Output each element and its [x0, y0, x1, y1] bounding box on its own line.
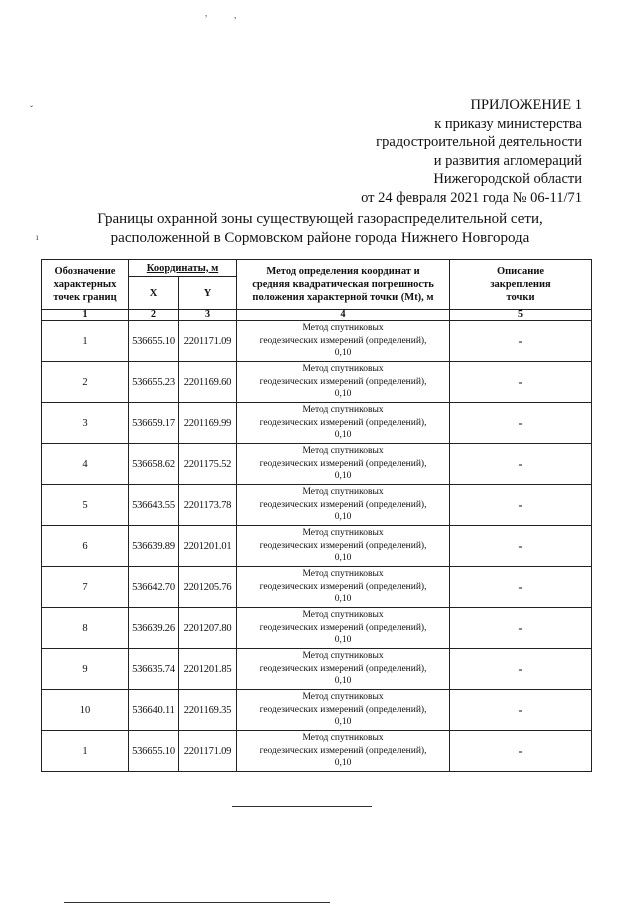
- coordinate-y: 2201175.52: [179, 444, 237, 485]
- method-line: 0,10: [334, 676, 352, 687]
- appendix-line: к приказу министерства: [434, 115, 582, 132]
- header-text: Обозначение: [54, 266, 116, 277]
- point-number: 5: [42, 485, 129, 526]
- method-line: геодезических измерений (определений),: [259, 581, 427, 592]
- coordinate-y: 2201173.78: [179, 485, 237, 526]
- point-number: 9: [42, 649, 129, 690]
- column-number: 1: [42, 310, 129, 321]
- coordinate-y: 2201169.60: [179, 362, 237, 403]
- point-number: 8: [42, 608, 129, 649]
- method-description: [237, 526, 450, 567]
- header-text: закрепления: [490, 279, 551, 290]
- point-number: 7: [42, 567, 129, 608]
- method-line: Метод спутниковых: [302, 733, 384, 744]
- document-title: [40, 210, 600, 248]
- method-line: Метод спутниковых: [302, 364, 384, 375]
- appendix-line: градостроительной деятельности: [376, 134, 582, 150]
- table-row: [42, 608, 592, 649]
- method-line: 0,10: [334, 348, 352, 359]
- method-line: Метод спутниковых: [302, 610, 384, 621]
- method-line: геодезических измерений (определений),: [259, 417, 427, 428]
- coordinate-y: 2201169.99: [179, 403, 237, 444]
- point-number: 6: [42, 526, 129, 567]
- fixing-description: -: [450, 526, 592, 567]
- method-description: [237, 321, 450, 362]
- fixing-description: -: [450, 649, 592, 690]
- header-text: точек границ: [53, 292, 117, 303]
- method-line: Метод спутниковых: [302, 405, 384, 416]
- fixing-description: -: [450, 731, 592, 772]
- coordinate-x: 536639.89: [129, 526, 179, 567]
- coordinate-y: 2201169.35: [179, 690, 237, 731]
- method-line: 0,10: [334, 471, 352, 482]
- table-row: [42, 444, 592, 485]
- separator-line: [232, 806, 372, 807]
- method-line: 0,10: [334, 430, 352, 441]
- point-number: 1: [42, 321, 129, 362]
- method-line: геодезических измерений (определений),: [259, 335, 427, 346]
- fixing-description: -: [450, 321, 592, 362]
- fixing-description: -: [450, 690, 592, 731]
- table-row: [42, 526, 592, 567]
- scan-speck: ˇ: [30, 104, 33, 114]
- scan-speck: ,: [205, 8, 208, 18]
- method-description: [237, 485, 450, 526]
- column-number: 4: [237, 310, 450, 321]
- method-line: Метод спутниковых: [302, 569, 384, 580]
- table-row: [42, 362, 592, 403]
- table-row: [42, 567, 592, 608]
- table-row: [42, 485, 592, 526]
- column-number: 5: [450, 310, 592, 321]
- title-line: Границы охранной зоны существующей газораспределительной сети,: [97, 211, 543, 227]
- table-body: [42, 321, 592, 772]
- method-line: геодезических измерений (определений),: [259, 458, 427, 469]
- column-number: 2: [129, 310, 179, 321]
- method-line: геодезических измерений (определений),: [259, 745, 427, 756]
- coordinate-x: 536642.70: [129, 567, 179, 608]
- table-row: [42, 731, 592, 772]
- footer-line: [64, 902, 330, 903]
- coordinate-y: 2201207.80: [179, 608, 237, 649]
- coordinate-x: 536659.17: [129, 403, 179, 444]
- method-line: 0,10: [334, 635, 352, 646]
- header-text: точки: [506, 292, 535, 303]
- header-fixing: [450, 260, 592, 310]
- method-description: [237, 690, 450, 731]
- point-number: 10: [42, 690, 129, 731]
- method-line: геодезических измерений (определений),: [259, 663, 427, 674]
- scan-speck: ,: [234, 10, 237, 20]
- header-method: [237, 260, 450, 310]
- method-line: Метод спутниковых: [302, 528, 384, 539]
- header-x: X: [129, 277, 179, 310]
- method-line: геодезических измерений (определений),: [259, 622, 427, 633]
- point-number: 4: [42, 444, 129, 485]
- method-line: геодезических измерений (определений),: [259, 540, 427, 551]
- method-line: Метод спутниковых: [302, 651, 384, 662]
- method-line: 0,10: [334, 512, 352, 523]
- coordinate-y: 2201201.85: [179, 649, 237, 690]
- method-line: Метод спутниковых: [302, 692, 384, 703]
- coordinate-y: 2201171.09: [179, 731, 237, 772]
- header-designation: [42, 260, 129, 310]
- method-line: 0,10: [334, 389, 352, 400]
- header-text: средняя квадратическая погрешность: [252, 279, 434, 290]
- fixing-description: -: [450, 608, 592, 649]
- coordinate-x: 536658.62: [129, 444, 179, 485]
- coordinate-y: 2201171.09: [179, 321, 237, 362]
- header-text: Метод определения координат и: [266, 266, 420, 277]
- coordinate-x: 536655.10: [129, 731, 179, 772]
- method-description: [237, 731, 450, 772]
- header-text: Описание: [496, 266, 545, 277]
- method-description: [237, 444, 450, 485]
- header-text: характерных: [53, 279, 117, 290]
- table-row: [42, 690, 592, 731]
- method-description: [237, 567, 450, 608]
- fixing-description: -: [450, 485, 592, 526]
- appendix-line: и развития агломераций: [433, 152, 582, 169]
- coordinate-x: 536635.74: [129, 649, 179, 690]
- coordinate-y: 2201201.01: [179, 526, 237, 567]
- point-number: 2: [42, 362, 129, 403]
- method-line: Метод спутниковых: [302, 487, 384, 498]
- coordinate-x: 536655.23: [129, 362, 179, 403]
- method-line: геодезических измерений (определений),: [259, 704, 427, 715]
- method-description: [237, 608, 450, 649]
- method-line: 0,10: [334, 717, 352, 728]
- appendix-title: ПРИЛОЖЕНИЕ 1: [470, 97, 582, 113]
- table-row: [42, 321, 592, 362]
- coordinate-x: 536643.55: [129, 485, 179, 526]
- coordinate-x: 536655.10: [129, 321, 179, 362]
- title-line: расположенной в Сормовском районе города Нижнего Новгорода: [110, 230, 530, 246]
- fixing-description: -: [450, 362, 592, 403]
- coordinate-y: 2201205.76: [179, 567, 237, 608]
- fixing-description: -: [450, 567, 592, 608]
- method-line: геодезических измерений (определений),: [259, 499, 427, 510]
- column-number: 3: [179, 310, 237, 321]
- method-description: [237, 649, 450, 690]
- method-description: [237, 362, 450, 403]
- method-line: геодезических измерений (определений),: [259, 376, 427, 387]
- header-text: положения характерной точки (Mt), м: [252, 292, 434, 303]
- coordinate-x: 536639.26: [129, 608, 179, 649]
- header-coordinates: Координаты, м: [129, 260, 237, 277]
- method-line: 0,10: [334, 758, 352, 769]
- method-line: 0,10: [334, 594, 352, 605]
- appendix-line: Нижегородской области: [433, 171, 582, 187]
- method-description: [237, 403, 450, 444]
- appendix-date-number: от 24 февраля 2021 года № 06-11/71: [361, 189, 582, 206]
- fixing-description: -: [450, 403, 592, 444]
- coordinate-x: 536640.11: [129, 690, 179, 731]
- point-number: 3: [42, 403, 129, 444]
- header-y: Y: [179, 277, 237, 310]
- point-number: 1: [42, 731, 129, 772]
- table-row: [42, 649, 592, 690]
- table-row: [42, 403, 592, 444]
- method-line: Метод спутниковых: [302, 323, 384, 334]
- scan-speck: ı: [36, 232, 39, 242]
- appendix-header: [361, 96, 582, 207]
- boundary-points-table: [41, 259, 592, 772]
- method-line: Метод спутниковых: [302, 446, 384, 457]
- fixing-description: -: [450, 444, 592, 485]
- method-line: 0,10: [334, 553, 352, 564]
